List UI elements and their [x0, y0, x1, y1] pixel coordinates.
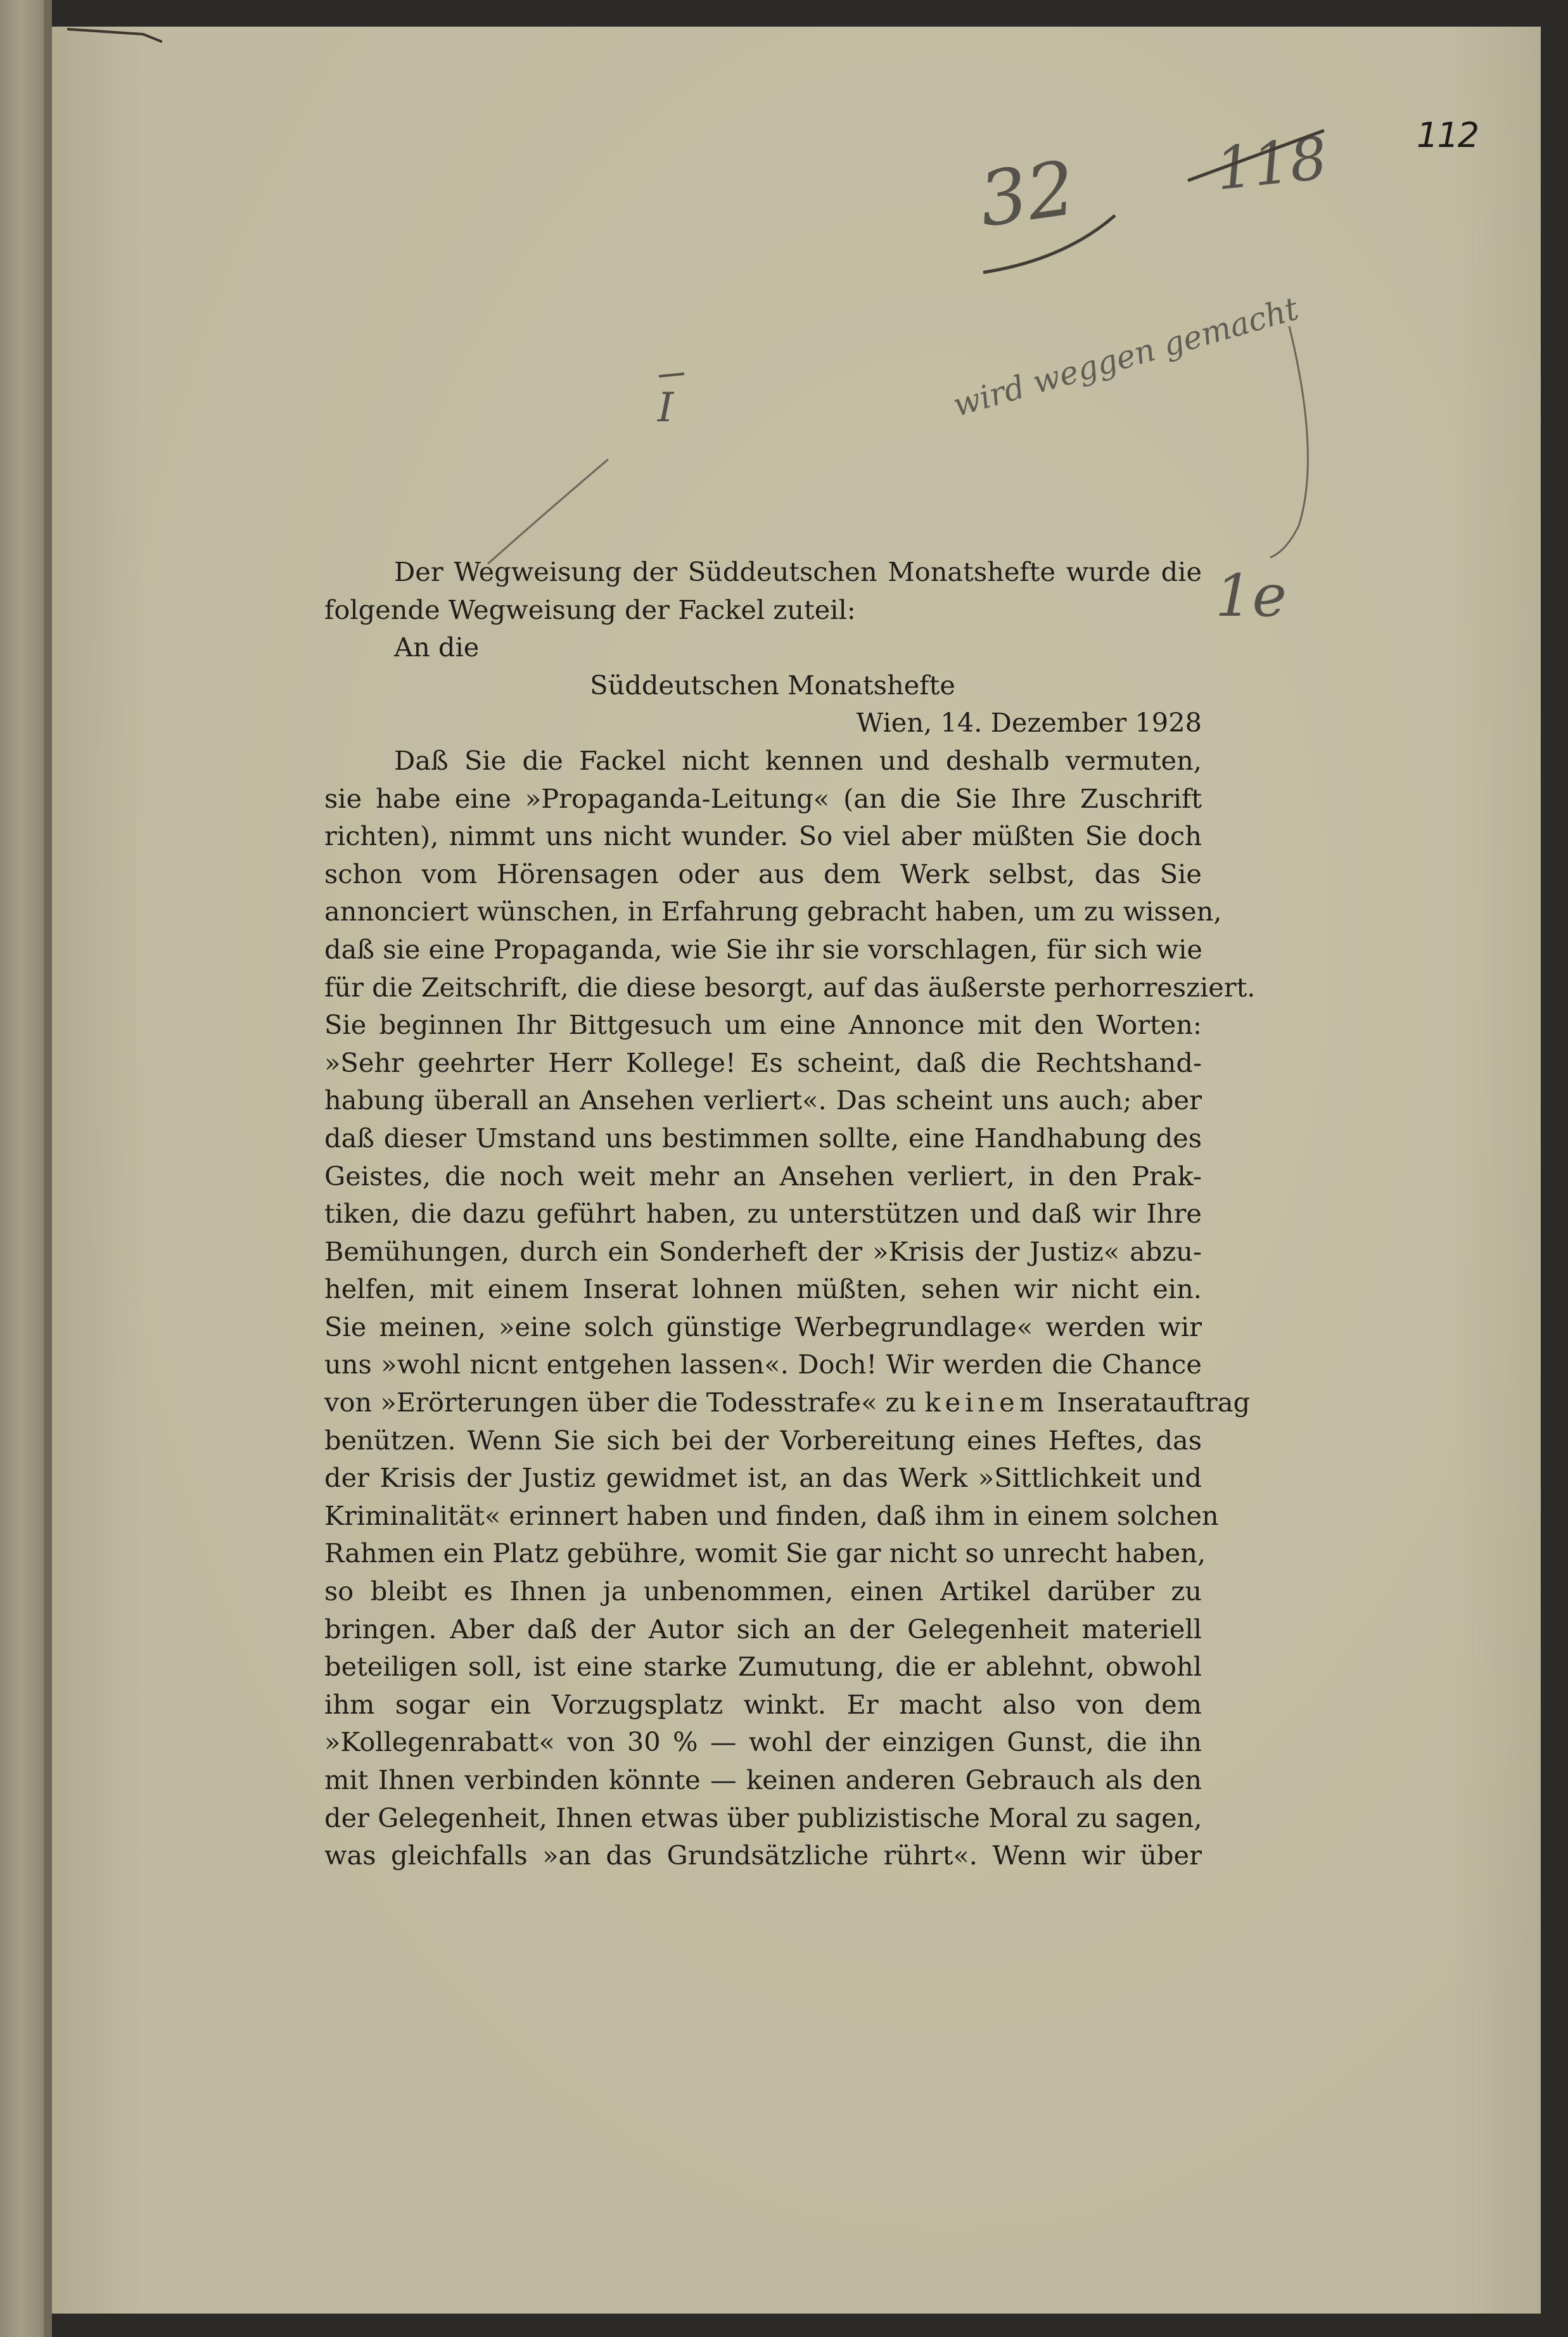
body-line: ihm sogar ein Vorzugsplatz winkt. Er macht also von dem [324, 1688, 1202, 1720]
heading-line-1: Der Wegweisung der Süddeutschen Monatshefte wurde die [394, 556, 1202, 587]
annotation-roman-mark: I [658, 385, 674, 431]
body-line: Kriminalität« erinnert haben und finden, daß ihm in einem solchen [324, 1500, 1219, 1531]
body-line: Rahmen ein Platz gebühre, womit Sie gar nicht so unrecht haben, [324, 1538, 1206, 1569]
address-recipient: Süddeutschen Monatshefte [590, 669, 955, 701]
spaced-emphasis: keinem [924, 1387, 1049, 1418]
body-line: Sie beginnen Ihr Bittgesuch um eine Annonce mit den Worten: [324, 1009, 1202, 1041]
body-line: für die Zeitschrift, die diese besorgt, auf das äußerste perhorresziert. [324, 971, 1256, 1003]
body-line: sie habe eine »Propaganda-Leitung« (an die Sie Ihre Zuschrift [324, 782, 1202, 814]
annotation-overbar [659, 374, 684, 376]
body-line: Sie meinen, »eine solch günstige Werbegrundlage« werden wir [324, 1311, 1202, 1342]
body-line: habung überall an Ansehen verliert«. Das scheint uns auch; aber [324, 1085, 1202, 1116]
annotation-struck-number: 118 [1212, 124, 1330, 203]
body-line: tiken, die dazu geführt haben, zu unterstützen und daß wir Ihre [324, 1198, 1202, 1230]
body-line: daß dieser Umstand uns bestimmen sollte, eine Handhabung des [324, 1122, 1202, 1154]
body-line: mit Ihnen verbinden könnte — keinen anderen Gebrauch als den [324, 1764, 1202, 1795]
folio-number: 112 [1417, 115, 1479, 155]
body-text: Inseratauftrag [1049, 1387, 1251, 1418]
body-line: annonciert wünschen, in Erfahrung gebracht haben, um zu wissen, [324, 896, 1222, 927]
body-line: was gleichfalls »an das Grundsätzliche rührt«. Wenn wir über [324, 1840, 1202, 1871]
body-line: helfen, mit einem Inserat lohnen müßten, sehen wir nicht ein. [324, 1273, 1202, 1305]
annotation-pencil-line-left [488, 459, 608, 564]
body-line: uns »wohl nicnt entgehen lassen«. Doch! Wir werden die Chance [324, 1349, 1202, 1380]
body-line: »Sehr geehrter Herr Kollege! Es scheint, daß die Rechtshand- [324, 1047, 1202, 1078]
body-line: »Kollegenrabatt« von 30 % — wohl der einzigen Gunst, die ihn [324, 1726, 1202, 1758]
heading-line-2: folgende Wegweisung der Fackel zuteil: [324, 594, 856, 625]
address-to: An die [394, 632, 480, 663]
body-line: daß sie eine Propaganda, wie Sie ihr sie vorschlagen, für sich wie [324, 933, 1202, 965]
annotation-pencil-bracket [1270, 326, 1308, 557]
body-line: Daß Sie die Fackel nicht kennen und deshalb vermuten, [394, 744, 1202, 776]
body-line: Bemühungen, durch ein Sonderheft der »Krisis der Justiz« abzu- [324, 1235, 1202, 1267]
body-line: beteiligen soll, ist eine starke Zumutung, die er ablehnt, obwohl [324, 1651, 1202, 1683]
body-line: der Krisis der Justiz gewidmet ist, an das Werk »Sittlichkeit und [324, 1462, 1202, 1494]
annotation-marginal-note: wird weggen gemacht [948, 290, 1303, 424]
body-line: der Gelegenheit, Ihnen etwas über publizistische Moral zu sagen, [324, 1802, 1202, 1833]
body-line: schon vom Hörensagen oder aus dem Werk selbst, das Sie [324, 858, 1202, 889]
body-line: benützen. Wenn Sie sich bei der Vorbereitung eines Heftes, das [324, 1424, 1202, 1456]
body-text: von »Erörterungen über die Todesstrafe« zu [324, 1387, 925, 1418]
body-line-emphasis [324, 1384, 1251, 1422]
body-line: richten), nimmt uns nicht wunder. So viel aber müßten Sie doch [324, 820, 1202, 852]
body-line: Geistes, die noch weit mehr an Ansehen verliert, in den Prak- [324, 1160, 1202, 1192]
annotation-right-margin-mark: 1e [1215, 562, 1287, 630]
body-line: bringen. Aber daß der Autor sich an der Gelegenheit materiell [324, 1613, 1202, 1645]
place-date: Wien, 14. Dezember 1928 [856, 707, 1202, 739]
body-line: so bleibt es Ihnen ja unbenommen, einen Artikel darüber zu [324, 1576, 1202, 1607]
annotation-large-number: 32 [974, 144, 1081, 244]
